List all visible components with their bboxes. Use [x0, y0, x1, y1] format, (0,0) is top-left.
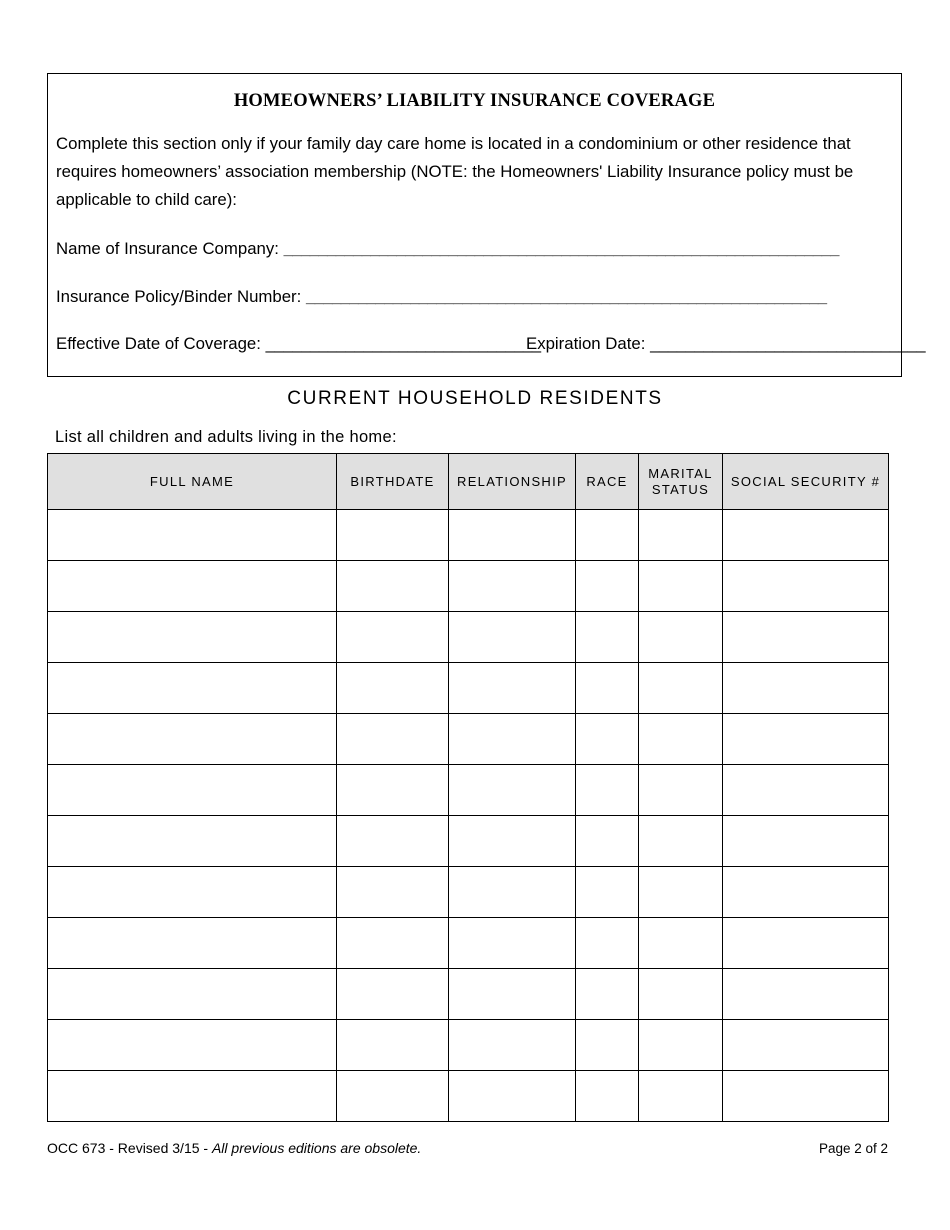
table-cell[interactable]	[48, 510, 337, 561]
table-cell[interactable]	[48, 816, 337, 867]
table-cell[interactable]	[639, 561, 723, 612]
table-cell[interactable]	[449, 918, 576, 969]
table-cell[interactable]	[337, 663, 449, 714]
instruction-line-1: Complete this section only if your family day care home is located in a condominium or other residence that	[56, 134, 851, 153]
table-header-row	[48, 454, 889, 510]
insurance-company-label: Name of Insurance Company:	[56, 239, 279, 258]
table-cell[interactable]	[48, 969, 337, 1020]
table-cell[interactable]	[723, 969, 889, 1020]
insurance-company-input[interactable]: ________________________________________________________________	[283, 240, 839, 258]
table-cell[interactable]	[449, 612, 576, 663]
table-row	[48, 765, 889, 816]
table-header	[48, 454, 889, 510]
table-row	[48, 714, 889, 765]
column-header-race: RACE	[576, 454, 639, 510]
effective-date-label: Effective Date of Coverage:	[56, 334, 261, 353]
table-row	[48, 867, 889, 918]
table-cell[interactable]	[449, 969, 576, 1020]
table-cell[interactable]	[48, 1020, 337, 1071]
obsolete-note: All previous editions are obsolete.	[211, 1140, 422, 1156]
table-cell[interactable]	[449, 663, 576, 714]
table-cell[interactable]	[723, 714, 889, 765]
table-cell[interactable]	[723, 816, 889, 867]
table-cell[interactable]	[48, 867, 337, 918]
table-cell[interactable]	[337, 561, 449, 612]
table-cell[interactable]	[639, 765, 723, 816]
instruction-line-2: requires homeowners’ association membership (NOTE: the Homeowners' Liability Insurance policy must be	[56, 162, 854, 181]
table-body	[48, 510, 889, 1122]
table-cell[interactable]	[639, 663, 723, 714]
table-cell[interactable]	[449, 816, 576, 867]
table-cell[interactable]	[639, 1020, 723, 1071]
table-row	[48, 663, 889, 714]
table-cell[interactable]	[337, 867, 449, 918]
table-cell[interactable]	[639, 1071, 723, 1122]
column-header-relationship: RELATIONSHIP	[449, 454, 576, 510]
table-cell[interactable]	[639, 510, 723, 561]
expiration-date-label: Expiration Date:	[526, 334, 646, 353]
table-cell[interactable]	[337, 1020, 449, 1071]
table-cell[interactable]	[723, 561, 889, 612]
household-residents-table	[47, 453, 889, 1122]
table-row	[48, 612, 889, 663]
table-cell[interactable]	[48, 561, 337, 612]
table-cell[interactable]	[723, 510, 889, 561]
expiration-date-group	[526, 334, 925, 354]
table-cell[interactable]	[48, 663, 337, 714]
table-cell[interactable]	[576, 918, 639, 969]
table-cell[interactable]	[576, 1071, 639, 1122]
policy-number-label: Insurance Policy/Binder Number:	[56, 287, 302, 306]
table-cell[interactable]	[337, 918, 449, 969]
table-cell[interactable]	[576, 510, 639, 561]
form-id-text: OCC 673 - Revised 3/15 -	[47, 1140, 212, 1156]
table-cell[interactable]	[723, 1071, 889, 1122]
column-header-social-security: SOCIAL SECURITY #	[723, 454, 889, 510]
table-cell[interactable]	[337, 612, 449, 663]
effective-date-group	[56, 334, 541, 354]
table-cell[interactable]	[449, 714, 576, 765]
dates-row	[56, 334, 926, 354]
column-header-birthdate: BIRTHDATE	[337, 454, 449, 510]
table-cell[interactable]	[576, 765, 639, 816]
table-cell[interactable]	[337, 1071, 449, 1122]
table-cell[interactable]	[449, 867, 576, 918]
policy-number-row	[56, 286, 879, 308]
table-row	[48, 918, 889, 969]
effective-date-input[interactable]: _______________________________	[265, 335, 541, 353]
policy-number-input[interactable]: ____________________________________________________________	[305, 288, 827, 306]
table-cell[interactable]	[576, 663, 639, 714]
instruction-line-3: applicable to child care):	[56, 190, 237, 209]
table-row	[48, 1071, 889, 1122]
table-cell[interactable]	[576, 816, 639, 867]
table-cell[interactable]	[639, 714, 723, 765]
table-cell[interactable]	[576, 561, 639, 612]
table-cell[interactable]	[449, 1071, 576, 1122]
section-title: HOMEOWNERS’ LIABILITY INSURANCE COVERAGE	[233, 91, 716, 111]
residents-instruction: List all children and adults living in the home:	[55, 428, 397, 446]
table-cell[interactable]	[723, 867, 889, 918]
form-identifier	[47, 1140, 421, 1156]
table-cell[interactable]	[576, 1020, 639, 1071]
table-row	[48, 816, 889, 867]
table-cell[interactable]	[449, 561, 576, 612]
table-cell[interactable]	[723, 918, 889, 969]
table-cell[interactable]	[449, 510, 576, 561]
table-row	[48, 510, 889, 561]
table-cell[interactable]	[576, 969, 639, 1020]
table-cell[interactable]	[723, 765, 889, 816]
homeowners-insurance-section	[47, 73, 926, 377]
table-cell[interactable]	[723, 663, 889, 714]
table-cell[interactable]	[723, 612, 889, 663]
table-cell[interactable]	[449, 1020, 576, 1071]
table-cell[interactable]	[723, 1020, 889, 1071]
table-cell[interactable]	[337, 816, 449, 867]
table-cell[interactable]	[48, 1071, 337, 1122]
table-cell[interactable]	[337, 510, 449, 561]
table-cell[interactable]	[48, 714, 337, 765]
page-footer	[47, 1140, 888, 1156]
expiration-date-input[interactable]: _______________________________	[650, 335, 926, 353]
table-row	[48, 1020, 889, 1071]
insurance-company-row	[56, 238, 879, 260]
table-cell[interactable]	[576, 612, 639, 663]
table-cell[interactable]	[639, 612, 723, 663]
table-row	[48, 561, 889, 612]
page-number: Page 2 of 2	[818, 1141, 888, 1156]
table-cell[interactable]	[48, 612, 337, 663]
table-cell[interactable]	[639, 816, 723, 867]
table-cell[interactable]	[639, 969, 723, 1020]
household-residents-heading: CURRENT HOUSEHOLD RESIDENTS	[287, 388, 663, 409]
table-cell[interactable]	[48, 918, 337, 969]
table-cell[interactable]	[639, 918, 723, 969]
table-cell[interactable]	[639, 867, 723, 918]
table-cell[interactable]	[576, 714, 639, 765]
table-cell[interactable]	[337, 714, 449, 765]
table-cell[interactable]	[48, 765, 337, 816]
column-header-marital-status: MARITAL STATUS	[639, 454, 723, 510]
table-cell[interactable]	[576, 867, 639, 918]
table-row	[48, 969, 889, 1020]
column-header-full-name: FULL NAME	[48, 454, 337, 510]
table-cell[interactable]	[449, 765, 576, 816]
table-cell[interactable]	[337, 969, 449, 1020]
table-cell[interactable]	[337, 765, 449, 816]
